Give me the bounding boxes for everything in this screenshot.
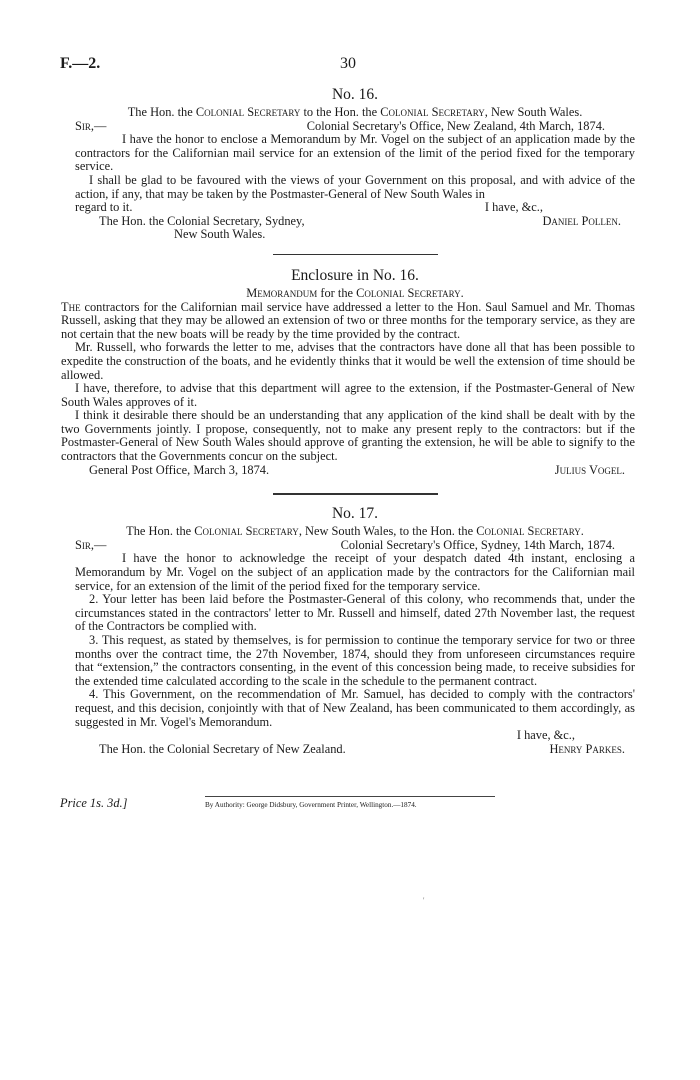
memorandum-heading bbox=[75, 287, 635, 301]
paragraph: I shall be glad to be favoured with the views of your Government on this proposal, and with advice of the action, if any, that may be taken by the Postmaster-General of New South Wales in bbox=[75, 172, 635, 201]
addressee-row bbox=[75, 215, 635, 229]
salutation-row bbox=[75, 120, 635, 134]
address-text: , New South Wales, to the Hon. the bbox=[298, 524, 477, 539]
addressee: The Hon. the Colonial Secretary of New Zealand. bbox=[99, 741, 346, 756]
document-body bbox=[61, 86, 635, 756]
paragraph: Mr. Russell, who forwards the letter to me, advises that the contractors have done all that has been possible to expedite the construction of the boats, and he evidently thinks that it would be well the extension of time should be allowed. bbox=[61, 340, 635, 382]
letter-no17 bbox=[75, 505, 635, 756]
signature: Daniel Pollen. bbox=[542, 213, 621, 228]
closing: I have, &c., bbox=[484, 200, 543, 215]
letter-address bbox=[75, 106, 635, 120]
closing: I have, &c., bbox=[516, 728, 575, 743]
memo-signature-row bbox=[75, 464, 635, 478]
address-text: to the Hon. the bbox=[300, 105, 381, 119]
paragraph bbox=[61, 301, 635, 342]
enclosure-no16 bbox=[61, 266, 635, 477]
salutation: Sir,— bbox=[75, 537, 107, 552]
enclosure-heading: Enclosure in No. 16. bbox=[291, 266, 419, 284]
section-code: F.—2. bbox=[60, 55, 101, 72]
address-recipient: Colonial Secretary bbox=[380, 105, 485, 119]
paragraph-end: regard to it. bbox=[75, 200, 133, 215]
paragraph: I think it desirable there should be an understanding that any application of the kind shall be dealt with by the two Governments jointly. I propose, consequently, not to make any present reply to the contractors: but if the Postmaster-General of New South Wales should approve of granting the extension, he will be able to signify to the contractors that the Governments concur on the subject. bbox=[61, 408, 635, 464]
salutation-row bbox=[75, 539, 635, 553]
addressee: The Hon. the Colonial Secretary, Sydney, bbox=[99, 213, 305, 228]
place-date: Colonial Secretary's Office, New Zealand, 4th March, 1874. bbox=[306, 118, 605, 133]
letter-heading: No. 17. bbox=[331, 505, 379, 523]
paragraph: 3. This request, as stated by themselves, is for permission to continue the temporary service for two or three months over the contract time, the 27th November, 1874, should they from unforeseen circumstances require that “extension,” the contractors consenting, in the event of this concession being made, to receive subsidies for the extended time calculated according to the scale in the schedule to the permanent contract. bbox=[75, 633, 635, 688]
memo-label: Memorandum bbox=[246, 285, 318, 300]
address-text: The Hon. the bbox=[127, 105, 196, 119]
place-date: General Post Office, March 3, 1874. bbox=[89, 462, 270, 477]
first-word: The bbox=[61, 299, 81, 314]
signature: Henry Parkes. bbox=[549, 741, 625, 756]
paragraph: 2. Your letter has been laid before the Postmaster-General of this colony, who recommends that, under the circumstances stated in the contractors' letter to Mr. Russell and himself, dated 27th November last, the request of the Contractors be complied with. bbox=[75, 592, 635, 634]
letter-no16 bbox=[75, 86, 635, 242]
paragraph: I have the honor to acknowledge the receipt of your despatch dated 4th instant, enclosing a Memorandum by Mr. Vogel on the subject of an application made by the contractors for the Californian mail service, for an extension of the limit of the period fixed for the temporary service. bbox=[75, 551, 635, 593]
page-number: 30 bbox=[340, 55, 356, 72]
paragraph: I have, therefore, to advise that this department will agree to the extension, if the Postmaster-General of New South Wales approves of it. bbox=[61, 381, 635, 409]
paragraph: I have the honor to enclose a Memorandum by Mr. Vogel on the subject of an application made by the contractors for the Californian mail service for an extension of the limit of the period fixed for the temporary service. bbox=[75, 132, 635, 174]
letter-heading: No. 16. bbox=[331, 86, 379, 103]
salutation: Sir,— bbox=[75, 118, 107, 133]
address-text: , New South Wales. bbox=[484, 105, 583, 119]
memo-recipient: Colonial Secretary. bbox=[356, 285, 464, 300]
divider bbox=[273, 254, 438, 255]
address-text: The Hon. the bbox=[126, 524, 195, 539]
addressee-line2: New South Wales. bbox=[174, 227, 266, 242]
addressee-row bbox=[75, 743, 635, 757]
letter-address bbox=[75, 525, 635, 539]
stray-mark: ' bbox=[423, 896, 425, 905]
printer-imprint: By Authority: George Didsbury, Government Printer, Wellington.—1874. bbox=[205, 796, 495, 810]
address-text: . bbox=[580, 524, 584, 539]
closing-row bbox=[75, 729, 635, 743]
place-date: Colonial Secretary's Office, Sydney, 14th March, 1874. bbox=[340, 537, 615, 552]
closing-row bbox=[75, 201, 635, 215]
address-sender: Colonial Secretary bbox=[194, 524, 299, 539]
divider bbox=[273, 493, 438, 495]
signature: Julius Vogel. bbox=[554, 462, 625, 477]
price-label: Price 1s. 3d.] bbox=[60, 796, 128, 810]
address-sender: Colonial Secretary bbox=[195, 105, 301, 119]
paragraph-text: contractors for the Californian mail service have addressed a letter to the Hon. Saul Samuel and Mr. Thomas Russell, asking that they may be allowed an extension of two or three months for the temporary service, as they are not certain that the new boats will be ready by the time provided by the contract. bbox=[61, 299, 635, 341]
address-recipient: Colonial Secretary bbox=[476, 524, 581, 539]
memo-text: for the bbox=[317, 285, 357, 300]
paragraph: 4. This Government, on the recommendation of Mr. Samuel, has decided to comply with the contractors' request, and this decision, conjointly with that of New Zealand, has been communicated to them accordingly, as suggested in Mr. Vogel's Memorandum. bbox=[75, 687, 635, 729]
